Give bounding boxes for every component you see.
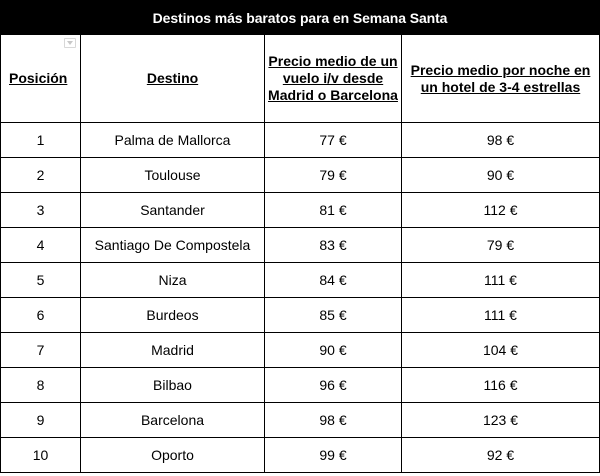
table-row	[1, 298, 600, 333]
header-destination[interactable]: Destino	[81, 35, 265, 123]
cell-hotel-price[interactable]: 104 €	[402, 333, 600, 368]
cell-position[interactable]: 4	[1, 228, 81, 263]
cell-position[interactable]: 6	[1, 298, 81, 333]
cell-destination[interactable]: Toulouse	[81, 158, 265, 193]
cell-hotel-price[interactable]: 90 €	[402, 158, 600, 193]
cell-destination[interactable]: Santander	[81, 193, 265, 228]
filter-dropdown-icon[interactable]	[64, 38, 76, 48]
header-flight-price[interactable]: Precio medio de un vuelo i/v desde Madrid o Barcelona	[265, 35, 402, 123]
cell-destination[interactable]: Oporto	[81, 438, 265, 473]
cell-hotel-price[interactable]: 111 €	[402, 263, 600, 298]
header-position[interactable]	[1, 35, 81, 123]
cell-position[interactable]: 10	[1, 438, 81, 473]
header-row	[1, 35, 600, 123]
cell-flight-price[interactable]: 90 €	[265, 333, 402, 368]
header-hotel-price[interactable]: Precio medio por noche en un hotel de 3-4 estrellas	[402, 35, 600, 123]
cell-flight-price[interactable]: 84 €	[265, 263, 402, 298]
table-row	[1, 123, 600, 158]
header-position-label: Posición	[9, 70, 68, 86]
cell-position[interactable]: 5	[1, 263, 81, 298]
table-row	[1, 333, 600, 368]
cell-destination[interactable]: Barcelona	[81, 403, 265, 438]
cell-hotel-price[interactable]: 79 €	[402, 228, 600, 263]
cell-position[interactable]: 8	[1, 368, 81, 403]
cell-destination[interactable]: Bilbao	[81, 368, 265, 403]
cell-destination[interactable]: Santiago De Compostela	[81, 228, 265, 263]
cell-position[interactable]: 7	[1, 333, 81, 368]
cell-flight-price[interactable]: 81 €	[265, 193, 402, 228]
table-row	[1, 158, 600, 193]
cell-hotel-price[interactable]: 112 €	[402, 193, 600, 228]
cell-hotel-price[interactable]: 116 €	[402, 368, 600, 403]
table-row	[1, 193, 600, 228]
cell-position[interactable]: 1	[1, 123, 81, 158]
table-row	[1, 263, 600, 298]
title-row	[1, 1, 600, 35]
cell-hotel-price[interactable]: 111 €	[402, 298, 600, 333]
table-row	[1, 403, 600, 438]
cell-destination[interactable]: Palma de Mallorca	[81, 123, 265, 158]
cell-position[interactable]: 2	[1, 158, 81, 193]
cell-flight-price[interactable]: 96 €	[265, 368, 402, 403]
cell-flight-price[interactable]: 85 €	[265, 298, 402, 333]
cell-flight-price[interactable]: 79 €	[265, 158, 402, 193]
cell-position[interactable]: 9	[1, 403, 81, 438]
cell-flight-price[interactable]: 83 €	[265, 228, 402, 263]
table-row	[1, 368, 600, 403]
cell-flight-price[interactable]: 98 €	[265, 403, 402, 438]
table-body	[1, 123, 600, 473]
table-row	[1, 438, 600, 473]
table-title[interactable]: Destinos más baratos para en Semana Santa	[1, 1, 600, 35]
cell-flight-price[interactable]: 99 €	[265, 438, 402, 473]
cell-destination[interactable]: Burdeos	[81, 298, 265, 333]
cell-hotel-price[interactable]: 98 €	[402, 123, 600, 158]
cell-position[interactable]: 3	[1, 193, 81, 228]
cell-destination[interactable]: Niza	[81, 263, 265, 298]
cell-hotel-price[interactable]: 123 €	[402, 403, 600, 438]
cell-flight-price[interactable]: 77 €	[265, 123, 402, 158]
cell-destination[interactable]: Madrid	[81, 333, 265, 368]
cell-hotel-price[interactable]: 92 €	[402, 438, 600, 473]
table-row	[1, 228, 600, 263]
